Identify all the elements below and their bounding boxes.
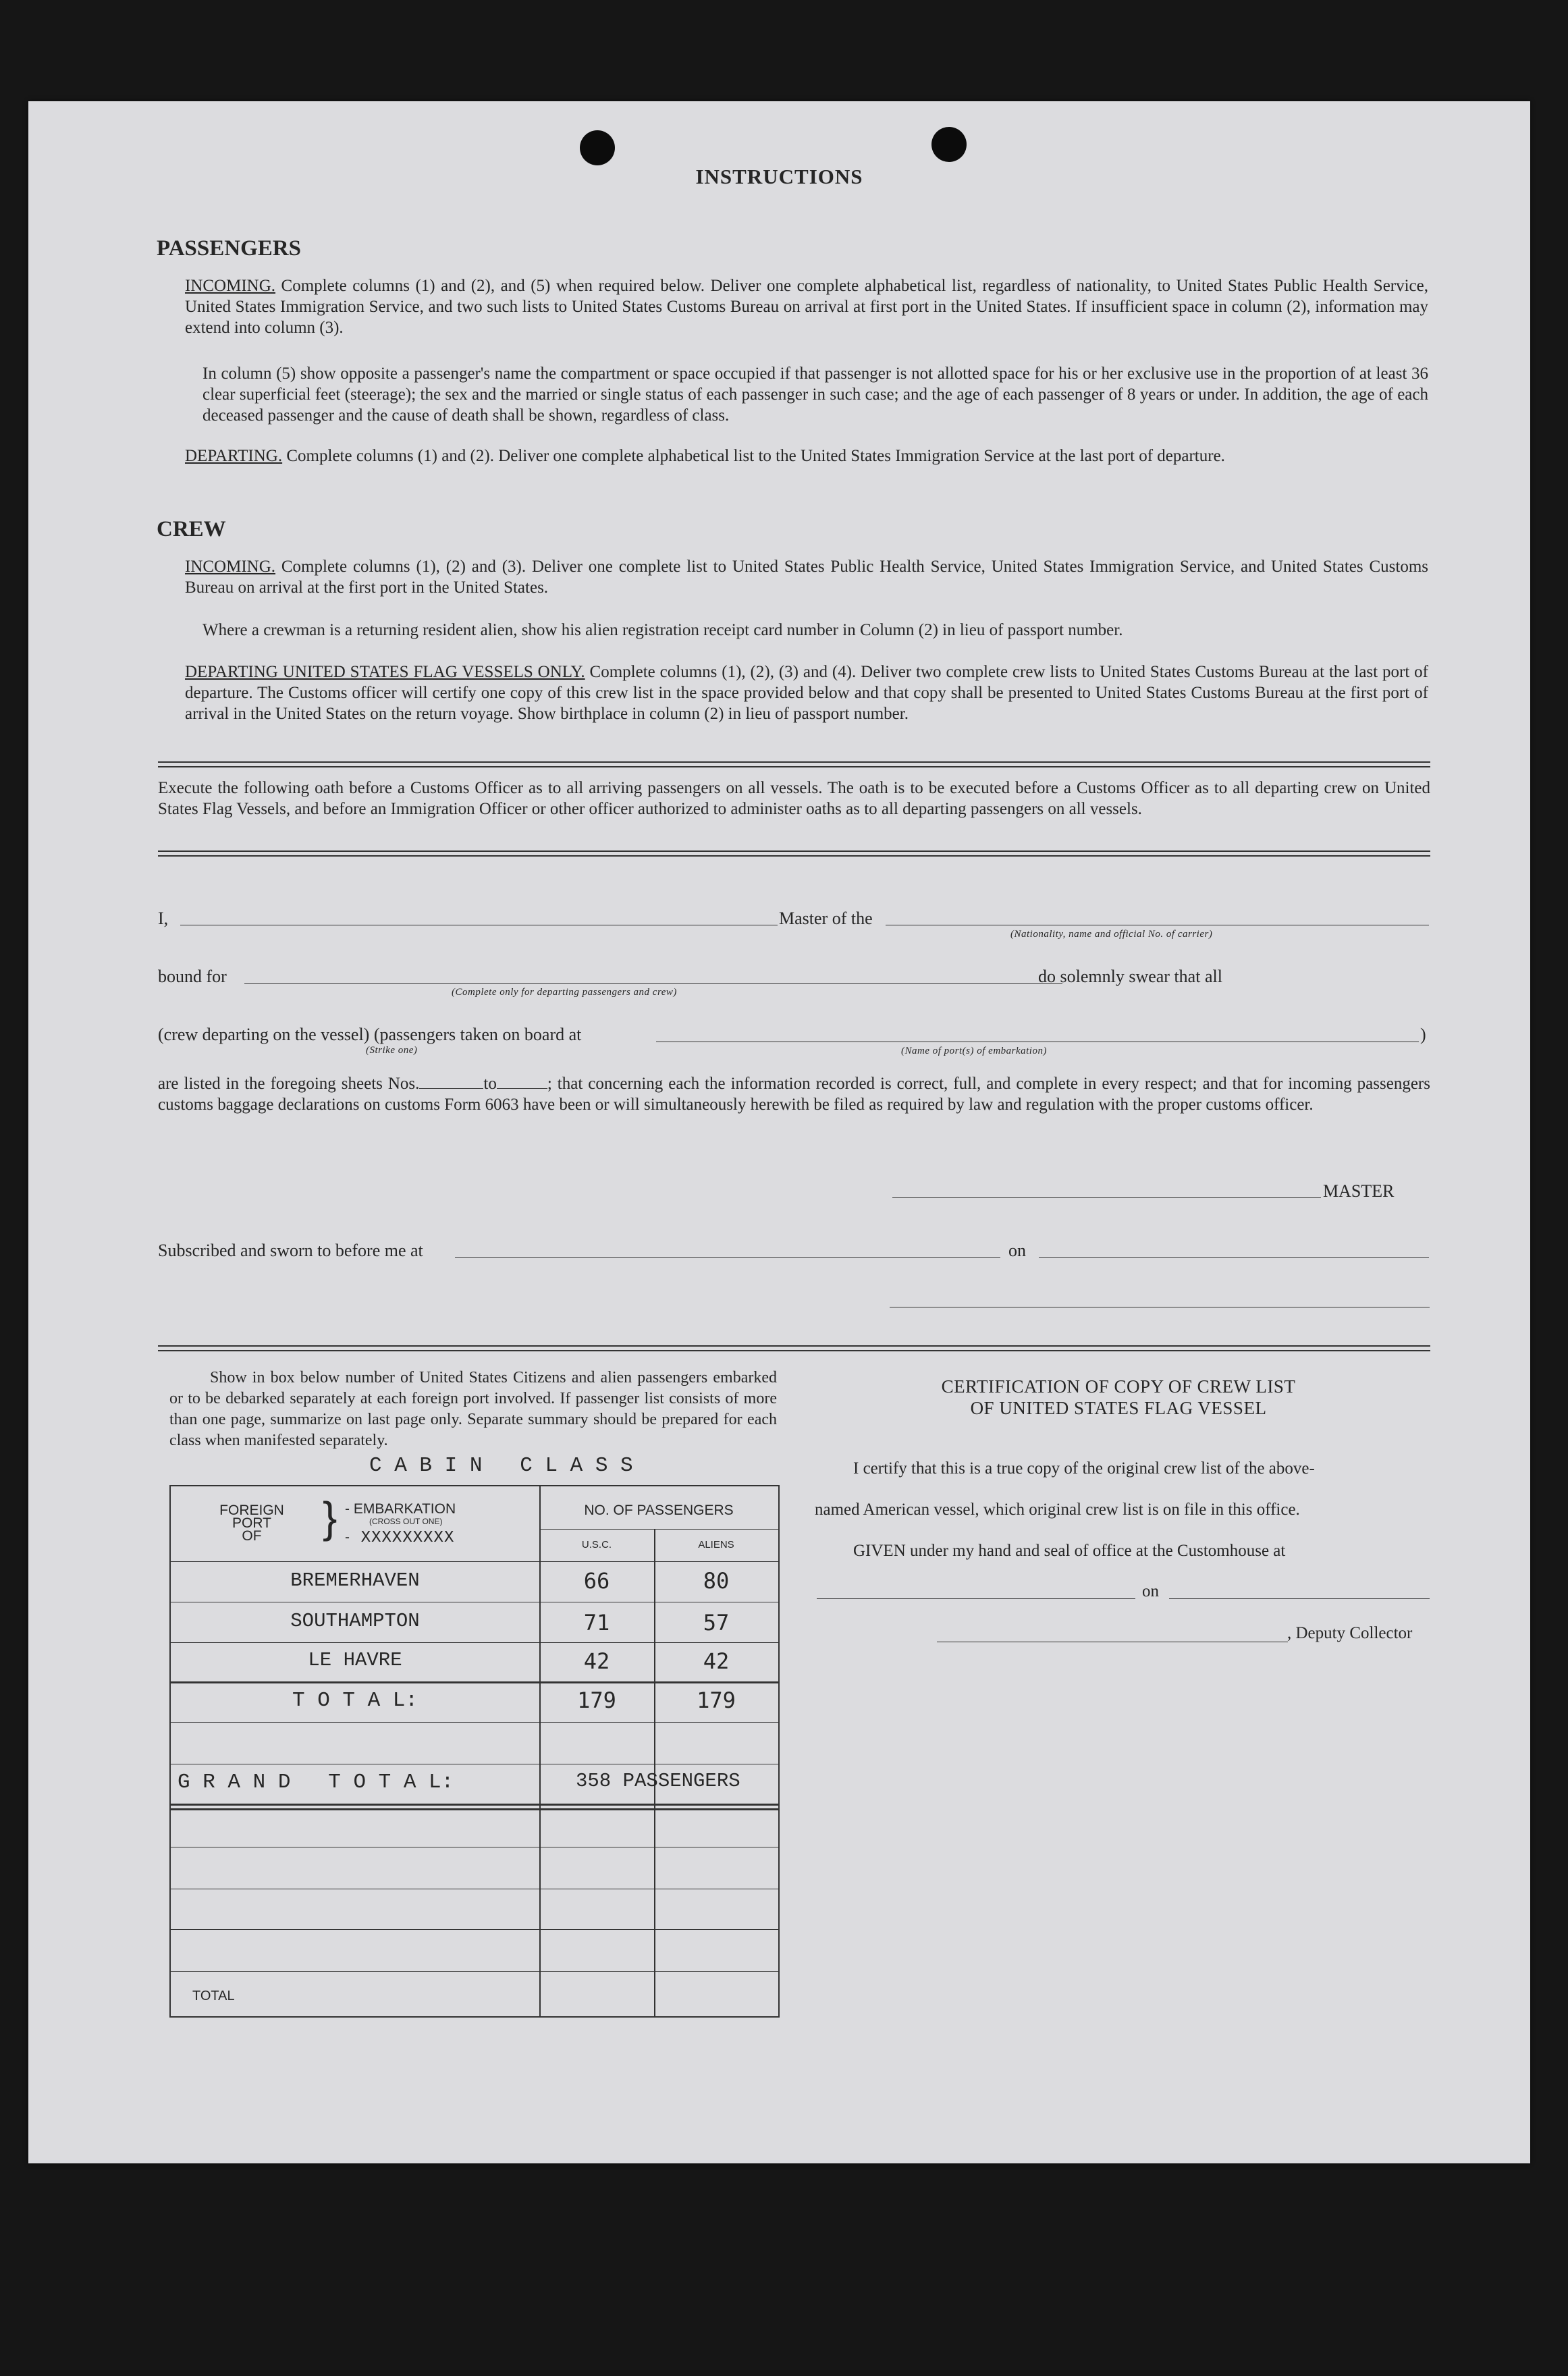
certification-heading-line1: CERTIFICATION OF COPY OF CREW LIST [941, 1376, 1296, 1397]
carrier-caption: (Nationality, name and official No. of carrier) [1010, 929, 1213, 940]
subscribed-date-field[interactable] [1039, 1257, 1429, 1258]
oath-master-of-label: Master of the [779, 909, 873, 928]
certification-date-field[interactable] [1169, 1598, 1430, 1599]
brace-glyph: } [323, 1493, 337, 1542]
passengers-incoming-lead: INCOMING. [185, 277, 276, 295]
total-aliens: 179 [697, 1688, 736, 1713]
crew-departing-paragraph [185, 662, 1428, 724]
deputy-collector-label: , Deputy Collector [1287, 1624, 1413, 1642]
given-text: GIVEN under my hand and seal of office at the Customhouse at [853, 1542, 1286, 1560]
oath-crew-departing-text: (crew departing on the vessel) (passengers taken on board at [158, 1025, 582, 1044]
subscribed-label: Subscribed and sworn to before me at [158, 1241, 423, 1260]
table-row-usc: 71 [583, 1610, 610, 1636]
port-caption: (Name of port(s) of embarkation) [901, 1046, 1047, 1056]
crew-incoming-text: Complete columns (1), (2) and (3). Deliver one complete list to United States Public Health Service, United States Immigration Service, and United States Customs Bureau on arrival at the first port in the United States. [185, 558, 1428, 597]
usc-header: U.S.C. [581, 1539, 612, 1550]
crew-heading: CREW [157, 517, 226, 541]
oath-listed-paragraph [158, 1073, 1430, 1115]
grand-total-value: 358 PASSENGERS [576, 1770, 740, 1792]
subscribed-on-word: on [1008, 1241, 1026, 1260]
passengers-departing-lead: DEPARTING. [185, 447, 283, 465]
certify-line1: I certify that this is a true copy of the original crew list of the above- [853, 1459, 1315, 1478]
bound-for-caption: (Complete only for departing passengers and crew) [452, 987, 677, 998]
crew-incoming-lead: INCOMING. [185, 558, 276, 576]
table-footer-total: TOTAL [192, 1989, 235, 2003]
section-divider [158, 850, 1430, 857]
passengers-departing-text: Complete columns (1) and (2). Deliver one complete alphabetical list to the United States Immigration Service at the last port of departure. [282, 447, 1225, 465]
crew-departing-text: Complete columns (1), (2), (3) and (4). Deliver two complete crew lists to United States Customs Bureau at the last port of departure. The Customs officer will certify one copy of this crew list in the space provided below and that copy shall be presented to United States Customs Bureau at the first port of arrival in the United States on the return voyage. Show birthplace in column (2) in lieu of passport number. [185, 663, 1428, 723]
master-signature-field[interactable] [892, 1197, 1321, 1198]
certification-heading [805, 1376, 1432, 1419]
total-usc: 179 [577, 1688, 616, 1713]
oath-bound-for-label: bound for [158, 967, 227, 986]
certify-line2: named American vessel, which original crew list is on file in this office. [815, 1501, 1300, 1519]
subscribed-place-field[interactable] [455, 1257, 1000, 1258]
table-row-port: LE HAVRE [308, 1649, 402, 1671]
summary-instructions: Show in box below number of United States Citizens and alien passengers embarked or to be debarked separately at each foreign port involved. If passenger list consists of more than one page, summarize on last page only. Separate summary should be prepared for each class when manifested separately. [169, 1369, 777, 1449]
page-title: INSTRUCTIONS [695, 165, 863, 188]
sheet-from-field[interactable] [419, 1076, 483, 1089]
table-row-aliens: 42 [703, 1648, 730, 1674]
oath-swear-text: do solemnly swear that all [1038, 967, 1222, 986]
debarkation-option: - XXXXXXXXX [345, 1529, 455, 1547]
table-row-aliens: 80 [703, 1568, 730, 1594]
oath-listed-text: are listed in the foregoing sheets Nos. [158, 1075, 420, 1093]
cross-out-note: (CROSS OUT ONE) [369, 1517, 443, 1526]
table-row-port: BREMERHAVEN [290, 1569, 420, 1592]
customhouse-field[interactable] [817, 1598, 1135, 1599]
foreign-port-header: FOREIGN PORT OF [219, 1503, 284, 1544]
punch-hole [580, 130, 615, 165]
passengers-departing-paragraph [185, 446, 1428, 466]
certification-heading-line2: OF UNITED STATES FLAG VESSEL [970, 1398, 1267, 1418]
cabin-class-label: C A B I N C L A S S [369, 1454, 633, 1478]
no-passengers-header: NO. OF PASSENGERS [584, 1503, 734, 1518]
passengers-column5-paragraph: In column (5) show opposite a passenger's name the compartment or space occupied if that passenger is not allotted space for his or her exclusive use in the proportion of at least 36 clear superficial feet (steerage); the sex and the married or single status of each passenger in such case; and the age of each passenger of 8 years or under. In addition, the age of each deceased passenger and the cause of death shall be shown, regardless of class. [202, 364, 1428, 425]
crew-incoming-paragraph [185, 556, 1428, 598]
crew-departing-lead: DEPARTING UNITED STATES FLAG VESSELS ONLY. [185, 663, 585, 681]
section-divider [158, 761, 1430, 767]
certification-on-word: on [1142, 1582, 1159, 1600]
oath-listed-rest: ; that concerning each the information recorded is correct, full, and complete in every respect; and that for incoming passengers customs baggage declarations on customs Form 6063 have been or will simultaneously herewith be filed as required by law and regulation with the proper customs officer. [158, 1075, 1430, 1114]
close-paren: ) [1420, 1025, 1426, 1044]
table-row-aliens: 57 [703, 1610, 730, 1636]
oath-to-word: to [483, 1075, 497, 1093]
strike-one-caption: (Strike one) [366, 1045, 418, 1056]
document-page [28, 101, 1530, 2163]
grand-total-label: G R A N D T O T A L: [178, 1771, 454, 1794]
section-divider [158, 1345, 1430, 1351]
master-label: MASTER [1323, 1181, 1395, 1201]
punch-hole [931, 127, 967, 162]
passengers-heading: PASSENGERS [157, 236, 301, 261]
total-label: T O T A L: [292, 1689, 418, 1712]
passengers-incoming-paragraph [185, 275, 1428, 338]
debarkation-struck-out: XXXXXXXXX [360, 1529, 455, 1547]
oath-i-label: I, [158, 909, 169, 928]
oath-intro-paragraph: Execute the following oath before a Customs Officer as to all arriving passengers on all vessels. The oath is to be executed before a Customs Officer as to all departing crew on United States Flag Vessels, and before an Immigration Officer or other officer authorized to administer oaths as to all departing passengers on all vessels. [158, 779, 1430, 818]
table-row-port: SOUTHAMPTON [290, 1610, 420, 1632]
bound-for-field[interactable] [244, 983, 1062, 984]
sheet-to-field[interactable] [497, 1076, 547, 1089]
table-row-usc: 42 [583, 1648, 610, 1674]
table-row-usc: 66 [583, 1568, 610, 1594]
embarkation-option: - EMBARKATION [345, 1501, 456, 1517]
crew-resident-paragraph: Where a crewman is a returning resident alien, show his alien registration receipt card number in Column (2) in lieu of passport number. [202, 621, 1123, 639]
passengers-incoming-text: Complete columns (1) and (2), and (5) when required below. Deliver one complete alphabetical list, regardless of nationality, to United States Public Health Service, United States Immigration Service, and two such lists to United States Customs Bureau on arrival at first port in the United States. If insufficient space in column (2), information may extend into column (3). [185, 277, 1428, 337]
passenger-summary-table [169, 1485, 780, 2018]
aliens-header: ALIENS [698, 1539, 734, 1550]
